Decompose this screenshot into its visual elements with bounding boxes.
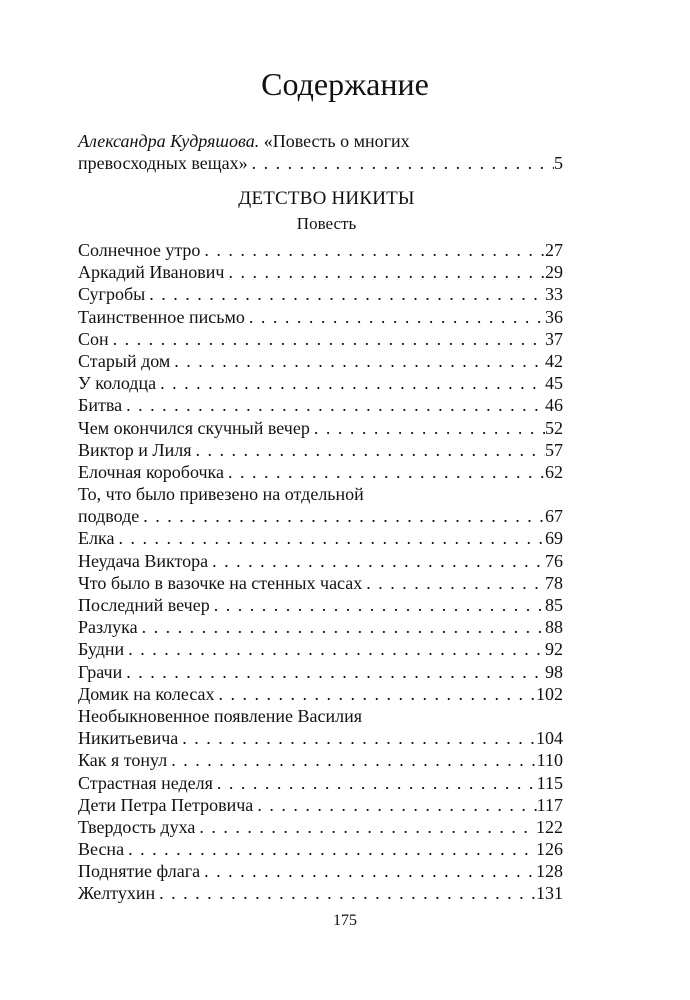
toc-entry	[78, 616, 563, 638]
intro-title-line1: «Повесть о многих	[259, 131, 410, 151]
toc-entry	[78, 705, 563, 749]
dot-leader	[200, 239, 545, 261]
toc-entry-row	[78, 838, 563, 860]
toc-entry	[78, 350, 563, 372]
toc-entry	[78, 882, 563, 904]
toc-entry	[78, 860, 563, 882]
toc-entry-row	[78, 306, 563, 328]
toc-entry-title: Елочная коробочка	[78, 461, 225, 482]
dot-leader	[224, 261, 545, 283]
dot-leader	[124, 638, 545, 660]
toc-entry-row	[78, 527, 563, 549]
toc-entry-row	[78, 749, 563, 771]
toc-entry-row	[78, 261, 563, 283]
toc-entry-page: 67	[545, 506, 563, 527]
toc-entry-page: 42	[545, 350, 563, 371]
toc-entry-title: Таинственное письмо	[78, 306, 245, 327]
toc-entry-title-line1: Необыкновенное появление Василия	[78, 705, 363, 726]
toc-entry-page: 62	[545, 461, 563, 482]
toc-entry-page: 128	[536, 861, 563, 882]
page-title: Содержание	[261, 66, 429, 102]
toc-entry	[78, 372, 563, 394]
toc-entry	[78, 439, 563, 461]
toc-entry	[78, 794, 563, 816]
toc-entry-row	[78, 772, 563, 794]
toc-entry	[78, 417, 563, 439]
toc-entry-page: 78	[545, 572, 563, 593]
toc-entry-page: 115	[536, 772, 563, 793]
toc-entry-row	[78, 683, 563, 705]
toc-entry-page: 122	[536, 816, 563, 837]
toc-entry	[78, 772, 563, 794]
toc-entry-row	[78, 550, 563, 572]
toc-entry-title: Весна	[78, 839, 125, 860]
toc-entry-title: Твердость духа	[78, 816, 196, 837]
toc-entry-row	[78, 882, 563, 904]
toc-entry-row	[78, 505, 563, 527]
toc-entry-title: Битва	[78, 395, 123, 416]
toc-entry-page: 126	[536, 839, 563, 860]
toc-entry-page: 57	[545, 439, 563, 460]
toc-entry-title: Сон	[78, 328, 109, 349]
page-number: 175	[333, 912, 357, 929]
toc-entry-title: У колодца	[78, 373, 157, 394]
toc-entry-row	[78, 860, 563, 882]
toc-entry-title: Никитьевича	[78, 728, 179, 749]
toc-entry-row	[78, 328, 563, 350]
toc-entry-row	[78, 283, 563, 305]
toc-entry	[78, 261, 563, 283]
toc-entry-title: Солнечное утро	[78, 240, 201, 260]
toc-entry	[78, 394, 563, 416]
toc-entry	[78, 661, 563, 683]
dot-leader	[215, 683, 536, 705]
toc-entry-row	[78, 794, 563, 816]
toc-entry-row	[78, 616, 563, 638]
toc-entry-title: Грачи	[78, 661, 123, 682]
toc-entry-row	[78, 461, 563, 483]
dot-leader	[224, 461, 545, 483]
section-subtitle: Повесть	[296, 214, 357, 233]
toc-entry-page: 37	[545, 328, 563, 349]
dot-leader	[170, 350, 545, 372]
toc-entry-page: 110	[536, 750, 563, 771]
toc-entry-row	[78, 239, 563, 261]
toc-entry-title: Страстная неделя	[78, 772, 213, 793]
toc-entry-page: 76	[545, 550, 563, 571]
toc-entry-page: 29	[545, 262, 563, 283]
toc-entry-title: Неудача Виктора	[78, 550, 209, 571]
toc-entry	[78, 550, 563, 572]
toc-entry-title: Аркадий Иванович	[78, 262, 225, 283]
dot-leader	[145, 283, 545, 305]
dot-leader	[192, 439, 545, 461]
toc-entry-page: 131	[536, 883, 563, 904]
intro-title-line2: превосходных вещах»	[78, 153, 248, 174]
dot-leader	[122, 394, 545, 416]
toc-entry-title: Виктор и Лиля	[78, 439, 192, 460]
toc-entry	[78, 572, 563, 594]
toc-entry-row	[78, 638, 563, 660]
toc-entry-title: подводе	[78, 506, 140, 527]
toc-entry	[78, 527, 563, 549]
dot-leader	[167, 749, 536, 771]
intro-line-1	[78, 130, 563, 152]
toc-entry-row	[78, 661, 563, 683]
dot-leader	[248, 152, 554, 174]
toc-entry-page: 52	[545, 417, 563, 438]
dot-leader	[200, 860, 536, 882]
toc-entry-title-line1: То, что было привезено на отдельной	[78, 484, 364, 505]
toc-entry-page: 69	[545, 528, 563, 549]
toc-entry-title: Поднятие флага	[78, 861, 201, 882]
toc-entry-row	[78, 394, 563, 416]
toc-entry-title: Будни	[78, 639, 125, 660]
toc-entry-page: 45	[545, 373, 563, 394]
toc-entry-row	[78, 439, 563, 461]
toc-entry-page: 117	[536, 794, 563, 815]
section-title: ДЕТСТВО НИКИТЫ	[238, 188, 415, 209]
toc-entry	[78, 683, 563, 705]
toc-entry-title: Желтухин	[78, 883, 156, 904]
toc-entry-page: 102	[536, 683, 563, 704]
dot-leader	[245, 306, 545, 328]
toc-entry-title: Старый дом	[78, 350, 171, 371]
dot-leader	[253, 794, 536, 816]
dot-leader	[109, 328, 545, 350]
toc-entry-row	[78, 417, 563, 439]
toc-entry-page: 33	[545, 284, 563, 305]
toc-entry-title: Что было в вазочке на стенных часах	[78, 572, 363, 593]
toc-entry-title: Дети Петра Петровича	[78, 794, 254, 815]
dot-leader	[195, 816, 536, 838]
toc-entry	[78, 594, 563, 616]
toc-entry	[78, 638, 563, 660]
toc-entry	[78, 306, 563, 328]
toc-entry-row	[78, 594, 563, 616]
toc-entry-page: 98	[545, 661, 563, 682]
toc-entry-title: Чем окончился скучный вечер	[78, 417, 310, 438]
toc-entry-title: Как я тонул	[78, 750, 168, 771]
toc-entry-title: Елка	[78, 528, 115, 549]
intro-entry	[78, 130, 563, 174]
dot-leader	[213, 772, 537, 794]
dot-leader	[210, 594, 545, 616]
toc-entry-row	[78, 350, 563, 372]
toc-entry-row	[78, 727, 563, 749]
dot-leader	[156, 372, 545, 394]
intro-line-2	[78, 152, 563, 174]
intro-page: 5	[554, 153, 563, 174]
dot-leader	[178, 727, 536, 749]
toc-entry-page: 36	[545, 306, 563, 327]
toc-entry-row	[78, 372, 563, 394]
dot-leader	[114, 527, 545, 549]
toc-entry-title: Сугробы	[78, 284, 146, 305]
toc-entry	[78, 283, 563, 305]
dot-leader	[208, 550, 545, 572]
dot-leader	[310, 417, 545, 439]
toc-entry-page: 85	[545, 595, 563, 615]
dot-leader	[138, 616, 545, 638]
dot-leader	[139, 505, 545, 527]
toc-list	[78, 239, 563, 905]
dot-leader	[124, 838, 536, 860]
toc-entry-page: 27	[545, 240, 563, 260]
toc-entry	[78, 328, 563, 350]
intro-author: Александра Кудряшова.	[78, 131, 260, 151]
toc-entry-row	[78, 572, 563, 594]
toc-entry-page: 88	[545, 617, 563, 638]
toc-entry	[78, 816, 563, 838]
dot-leader	[155, 882, 536, 904]
toc-entry-row	[78, 816, 563, 838]
toc-entry-title: Последний вечер	[78, 595, 210, 615]
dot-leader	[362, 572, 545, 594]
toc-entry	[78, 838, 563, 860]
toc-entry	[78, 483, 563, 527]
toc-entry-page: 46	[545, 395, 563, 416]
toc-entry	[78, 749, 563, 771]
toc-entry-page: 92	[545, 639, 563, 660]
toc-entry	[78, 461, 563, 483]
toc-entry	[78, 239, 563, 261]
toc-entry-title: Домик на колесах	[78, 683, 215, 704]
toc-entry-page: 104	[536, 728, 563, 749]
dot-leader	[122, 661, 545, 683]
toc-entry-title: Разлука	[78, 617, 138, 638]
